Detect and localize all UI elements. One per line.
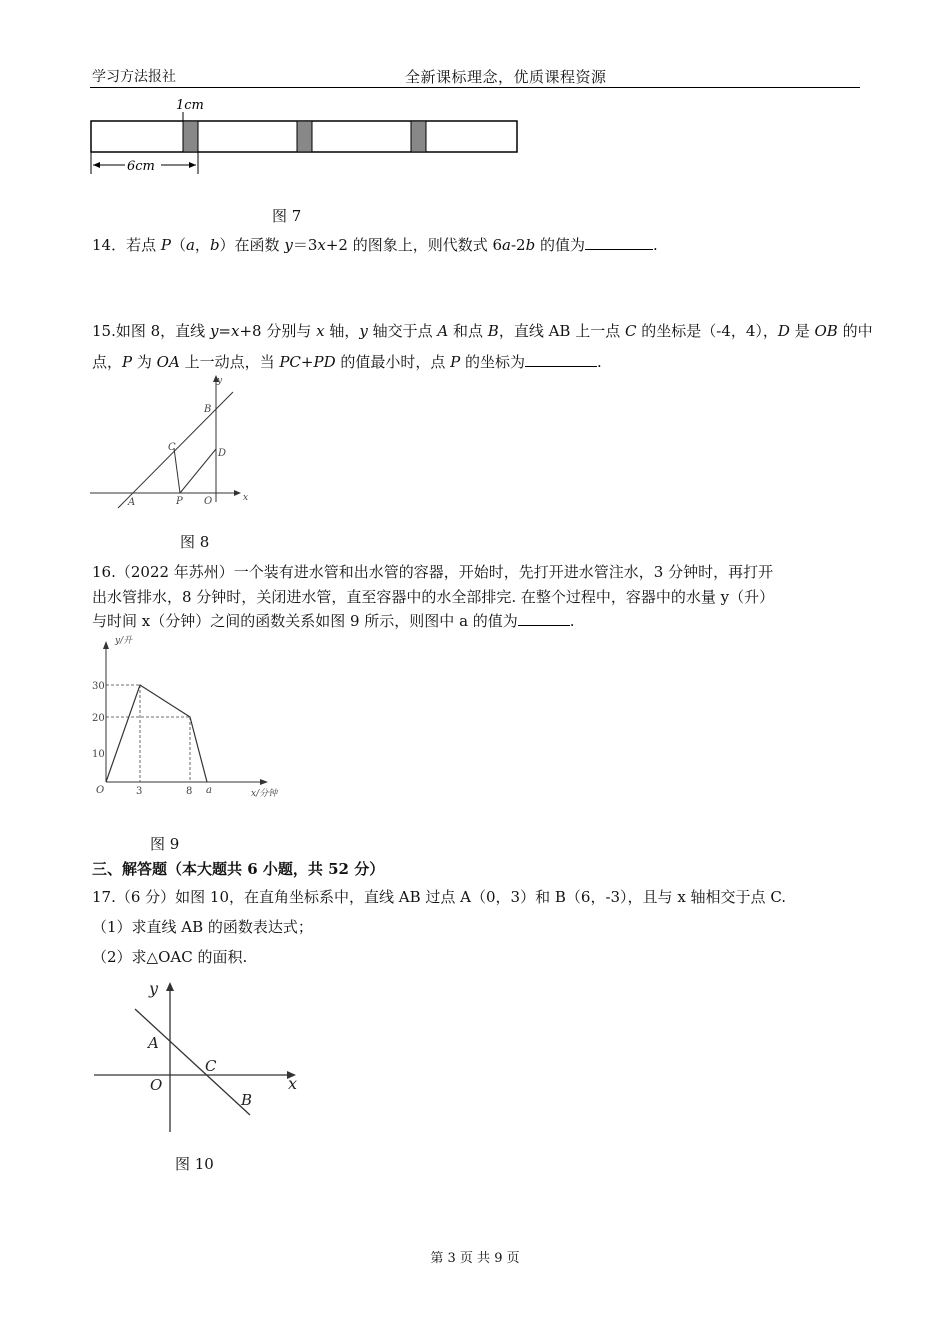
figure-10-caption: 图 10 bbox=[175, 1155, 214, 1173]
tick-label-8: 8 bbox=[186, 786, 193, 797]
label-x: x bbox=[288, 1074, 298, 1093]
x-axis-arrow bbox=[234, 490, 241, 496]
question-15-line-2: 点，P 为 OA 上一动点，当 PC+PD 的值最小时，点 P 的坐标为 . bbox=[92, 353, 602, 371]
answer-blank bbox=[518, 611, 570, 626]
question-17-part-1: （1）求直线 AB 的函数表达式； bbox=[92, 918, 313, 936]
tick-label-a: a bbox=[206, 785, 212, 796]
arrowhead-left bbox=[93, 162, 100, 168]
figure-7 bbox=[85, 92, 525, 182]
y-axis-arrow bbox=[166, 982, 174, 991]
figure-8-caption: 图 8 bbox=[180, 533, 210, 551]
question-14: 14．若点 P（a，b）在函数 y＝3x+2 的图象上，则代数式 6a-2b 的值为 . bbox=[92, 236, 658, 254]
label-x: x bbox=[243, 493, 249, 503]
label-b: B bbox=[204, 404, 212, 415]
shaded-bar bbox=[183, 121, 198, 152]
label-6cm: 6cm bbox=[127, 159, 155, 174]
header-slogan: 全新课标理念，优质课程资源 bbox=[405, 68, 607, 86]
label-c: C bbox=[168, 442, 176, 453]
header-publisher: 学习方法报社 bbox=[92, 69, 176, 85]
label-o: O bbox=[204, 496, 213, 507]
label-d: D bbox=[218, 448, 227, 459]
label-p: P bbox=[176, 496, 183, 507]
answer-blank bbox=[585, 235, 653, 250]
x-axis-label: x/分钟 bbox=[251, 789, 278, 799]
label-c: C bbox=[205, 1057, 217, 1075]
label-y: y bbox=[217, 376, 223, 386]
figure-7-caption: 图 7 bbox=[272, 207, 302, 225]
question-17-part-2: （2）求△OAC 的面积. bbox=[92, 948, 248, 966]
label-a: A bbox=[128, 497, 136, 508]
segment-pd bbox=[180, 449, 216, 493]
answer-blank bbox=[525, 352, 597, 367]
y-axis-label: y/升 bbox=[115, 636, 133, 646]
tick-label-30: 30 bbox=[92, 681, 105, 692]
shaded-bar bbox=[297, 121, 312, 152]
question-16-line-1: 16.（2022 年苏州）一个装有进水管和出水管的容器，开始时，先打开进水管注水，3 分钟时，再打开 bbox=[92, 563, 774, 581]
question-16-line-3: 与时间 x（分钟）之间的函数关系如图 9 所示，则图中 a 的值为 . bbox=[92, 612, 575, 630]
segment-pc bbox=[174, 448, 180, 493]
tick-label-20: 20 bbox=[92, 713, 105, 724]
figure-9 bbox=[88, 630, 288, 805]
tick-label-10: 10 bbox=[92, 749, 105, 760]
label-1cm: 1cm bbox=[176, 98, 204, 113]
question-15-line-1: 15.如图 8，直线 y=x+8 分别与 x 轴，y 轴交于点 A 和点 B，直线 AB 上一点 C 的坐标是（-4，4），D 是 OB 的中 bbox=[92, 322, 873, 340]
label-a: A bbox=[148, 1034, 159, 1052]
y-axis-arrow bbox=[103, 641, 109, 649]
question-16-line-2: 出水管排水，8 分钟时，关闭进水管，直至容器中的水全部排完. 在整个过程中，容器中的水量 y（升） bbox=[92, 588, 775, 606]
water-volume-line bbox=[106, 685, 207, 782]
figure-8 bbox=[88, 370, 253, 510]
line-ab bbox=[135, 1009, 253, 1115]
figure-9-caption: 图 9 bbox=[150, 835, 180, 853]
label-o: O bbox=[150, 1076, 163, 1094]
figure-10 bbox=[90, 975, 310, 1140]
page-number: 第 3 页 共 9 页 bbox=[430, 1251, 520, 1266]
tick-label-3: 3 bbox=[136, 786, 143, 797]
section-3-title: 三、解答题（本大题共 6 小题，共 52 分） bbox=[92, 860, 385, 878]
origin-label: O bbox=[96, 785, 105, 796]
header-divider bbox=[90, 87, 860, 88]
shaded-bar bbox=[411, 121, 426, 152]
label-b: B bbox=[241, 1091, 253, 1109]
label-y: y bbox=[149, 979, 159, 998]
arrowhead-right bbox=[189, 162, 196, 168]
x-axis-arrow bbox=[260, 779, 268, 785]
question-17-stem: 17.（6 分）如图 10，在直角坐标系中，直线 AB 过点 A（0，3）和 B（6，-3），且与 x 轴相交于点 C. bbox=[92, 888, 787, 906]
